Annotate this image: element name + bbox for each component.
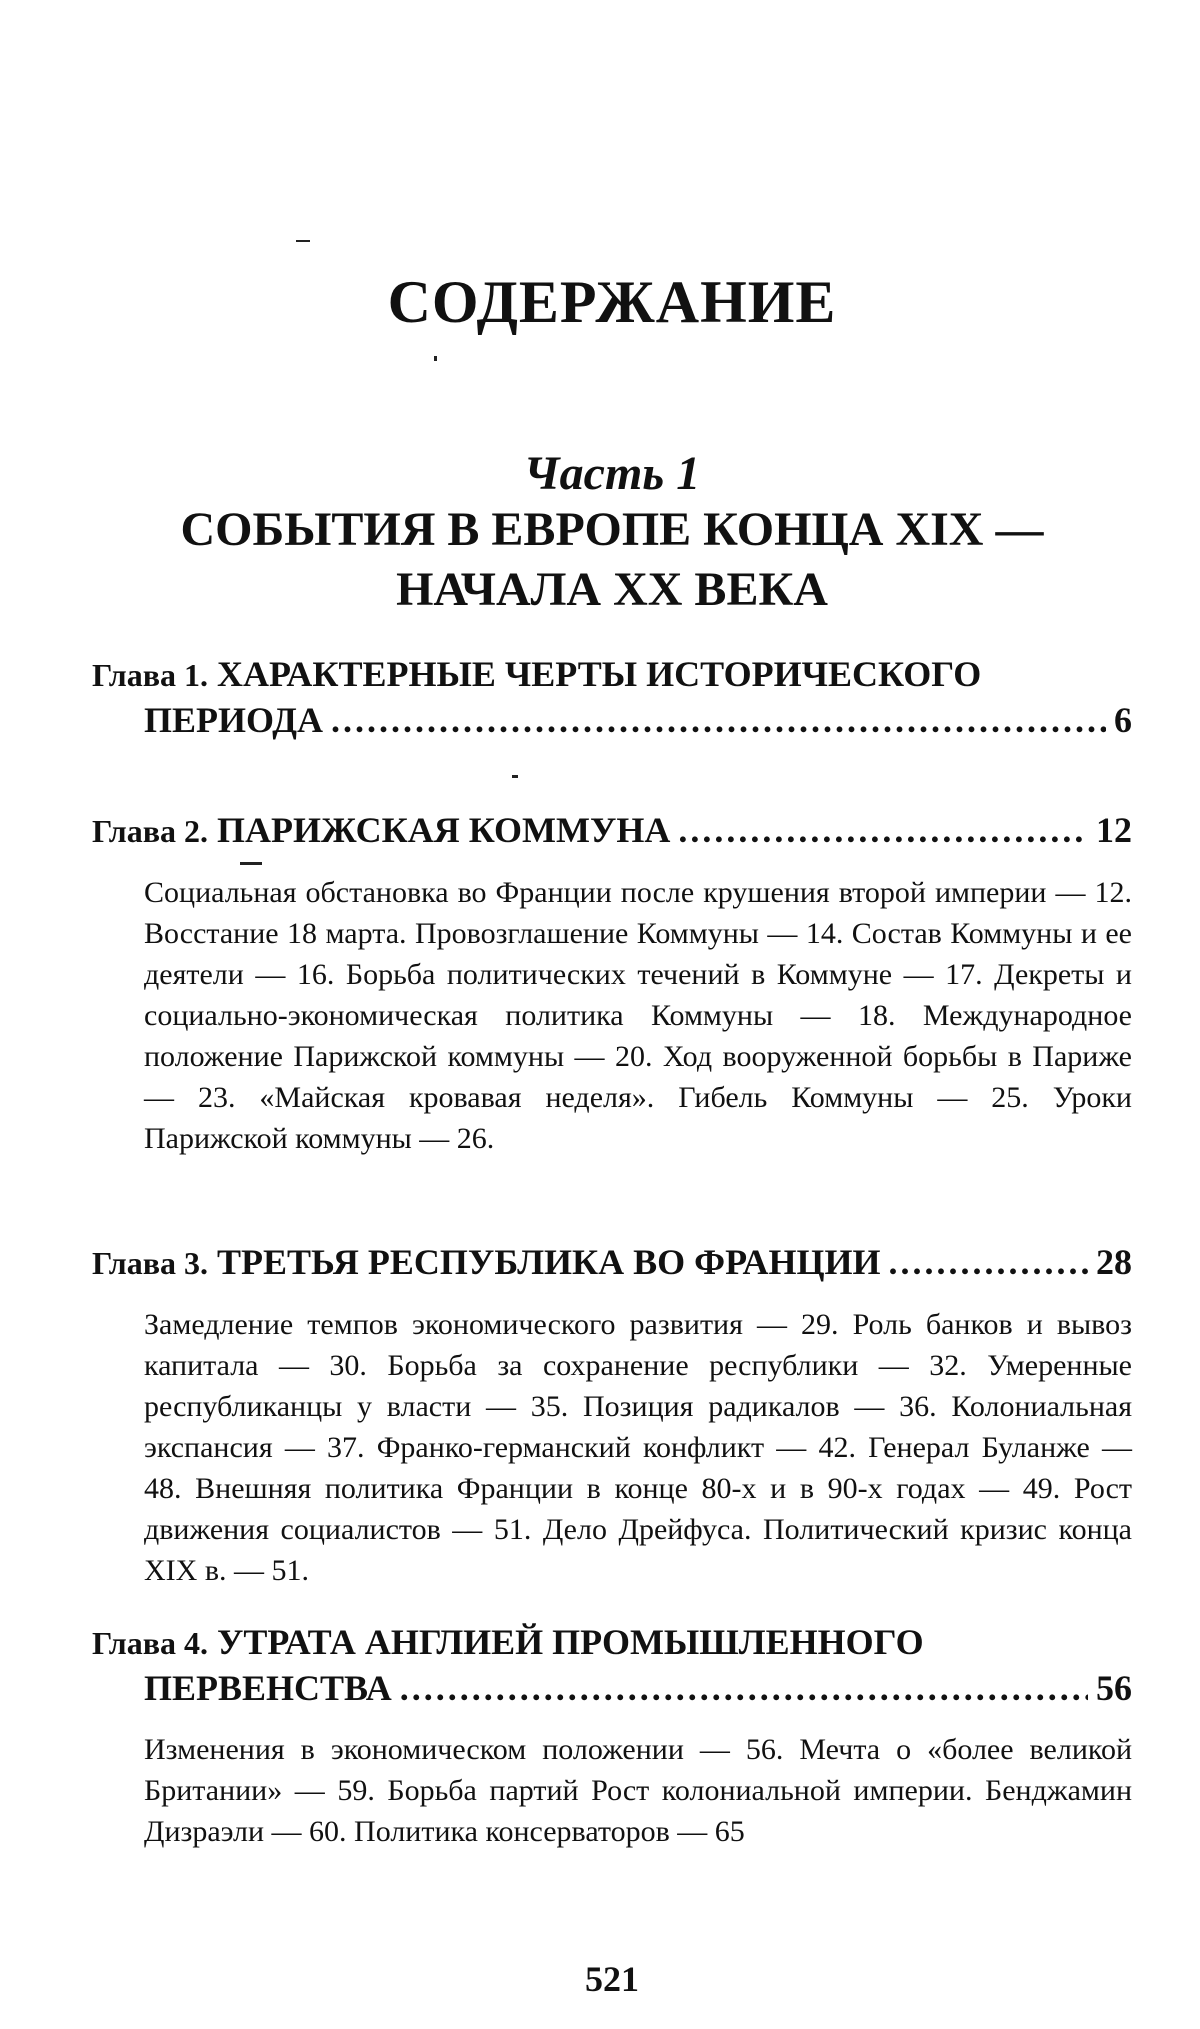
chapter-2-leader — [92, 808, 1132, 854]
chapter-4-leader — [92, 1666, 1132, 1711]
chapter-4-title-line — [92, 1620, 1132, 1666]
scan-speck — [296, 240, 310, 242]
chapter-3-page: 28 — [1096, 1242, 1132, 1282]
chapter-2-title-wrap — [92, 808, 670, 854]
chapter-3 — [92, 1240, 1132, 1591]
chapter-2-heading — [92, 808, 1132, 854]
chapter-1-leader — [92, 698, 1132, 743]
chapter-1-heading — [92, 652, 1132, 743]
chapter-4 — [92, 1620, 1132, 1852]
dot-leader — [888, 1240, 1088, 1285]
contents-title: СОДЕРЖАНИЕ — [387, 269, 837, 335]
chapter-1-label: Глава 1. — [92, 657, 208, 693]
chapter-4-title-cont: ПЕРВЕНСТВА — [144, 1668, 392, 1708]
dot-leader — [400, 1666, 1088, 1711]
dot-leader — [331, 698, 1106, 743]
chapter-2-title: ПАРИЖСКАЯ КОММУНА — [216, 810, 671, 850]
scan-speck — [240, 862, 262, 865]
part-title-line-1: СОБЫТИЯ В ЕВРОПЕ КОНЦА XIX — — [180, 503, 1044, 556]
toc-page — [92, 0, 1132, 2029]
dot-leader — [678, 808, 1088, 853]
chapter-1-title-line — [92, 652, 1132, 698]
chapter-4-topics: Изменения в экономическом положении — 56. Мечта о «более великой Британии» — 59. Борьба партий Рост колониальной империи. Бенджамин Дизраэли — 60. Политика консерваторов — 65 — [144, 1733, 1132, 1848]
chapter-1 — [92, 652, 1132, 743]
chapter-2-page: 12 — [1096, 810, 1132, 850]
chapter-1-title: ХАРАКТЕРНЫЕ ЧЕРТЫ ИСТОРИЧЕСКОГО — [216, 654, 982, 694]
chapter-3-label: Глава 3. — [92, 1245, 208, 1281]
chapter-2 — [92, 808, 1132, 1159]
chapter-2-label: Глава 2. — [92, 813, 208, 849]
chapter-3-title-wrap — [92, 1240, 880, 1286]
scan-speck — [434, 356, 437, 361]
chapter-1-page: 6 — [1114, 700, 1132, 740]
chapter-4-page: 56 — [1096, 1668, 1132, 1708]
scan-speck — [512, 775, 518, 778]
chapter-3-title: ТРЕТЬЯ РЕСПУБЛИКА ВО ФРАНЦИИ — [216, 1242, 881, 1282]
page-number: 521 — [585, 1959, 639, 1999]
part-label: Часть 1 — [523, 447, 701, 500]
chapter-4-label: Глава 4. — [92, 1625, 208, 1661]
part-title — [92, 500, 1132, 620]
chapter-3-leader — [92, 1240, 1132, 1286]
chapter-4-title: УТРАТА АНГЛИЕЙ ПРОМЫШЛЕННОГО — [216, 1622, 924, 1662]
part-title-line-2: НАЧАЛА XX ВЕКА — [396, 563, 828, 616]
chapter-2-topics: Социальная обстановка во Франции после крушения второй империи — 12. Восстание 18 марта. Провозглашение Коммуны — 14. Состав Коммуны и ее деятели — 16. Борьба политических течений в Коммуне — 17. Декреты и социально-экономическая политика Коммуны — 18. Международное положение Парижской коммуны — 20. Ход вооруженной борьбы в Париже — 23. «Майская кровавая неделя». Гибель Коммуны — 25. Уроки Парижской коммуны — 26. — [144, 876, 1132, 1155]
chapter-1-title-cont: ПЕРИОДА — [144, 700, 323, 740]
chapter-4-heading — [92, 1620, 1132, 1711]
chapter-3-topics: Замедление темпов экономического развития — 29. Роль банков и вывоз капитала — 30. Борьба за сохранение республики — 32. Умеренные республиканцы у власти — 35. Позиция радикалов — 36. Колониальная экспансия — 37. Франко-германский конфликт — 42. Генерал Буланже — 48. Внешняя политика Франции в конце 80-х и в 90-х годах — 49. Рост движения социалистов — 51. Дело Дрейфуса. Политический кризис конца XIX в. — 51. — [144, 1308, 1132, 1587]
chapter-3-heading — [92, 1240, 1132, 1286]
